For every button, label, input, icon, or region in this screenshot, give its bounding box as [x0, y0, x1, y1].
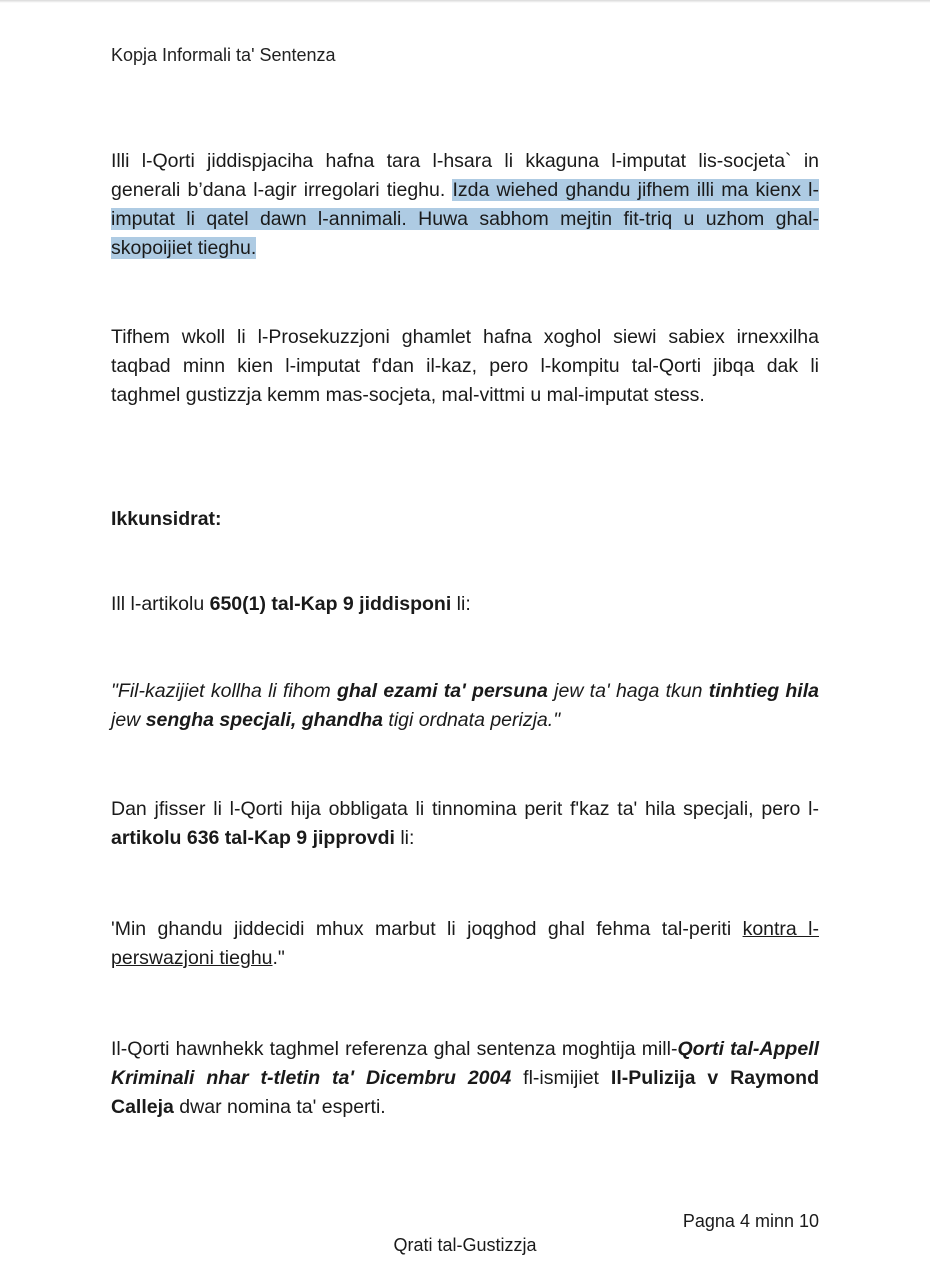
p5-text-1: "Fil-kazijiet kollha li fihom	[111, 680, 337, 702]
p4-bold-reference: 650(1) tal-Kap 9 jiddisponi	[209, 593, 452, 615]
paragraph-1	[111, 147, 819, 263]
p7-underlined: kontra l-perswazjoni tieghu	[111, 918, 819, 969]
p6-text-1: Dan jfisser li l-Qorti hija obbligata li tinnomina perit f'kaz ta' hila specjali, pero l-	[111, 798, 819, 820]
p8-text-2: fl-ismijiet	[511, 1067, 611, 1089]
p5-bold-1: ghal ezami ta' persuna	[336, 680, 548, 702]
paragraph-reference-judgement	[111, 1035, 819, 1122]
paragraph-article-650	[111, 590, 819, 619]
p5-text-4: tigi ordnata perizja."	[383, 709, 561, 731]
section-heading: Ikkunsidrat:	[111, 508, 222, 530]
quote-article-650	[111, 677, 819, 735]
p4-text-2: li:	[451, 593, 471, 615]
p5-text-2: jew ta' haga tkun	[547, 680, 709, 702]
p5-text-3: jew	[111, 709, 146, 731]
page-top-edge	[0, 0, 930, 3]
paragraph-article-636	[111, 795, 819, 853]
selected-text-highlight[interactable]: Izda wiehed ghandu jifhem illi ma kienx l-imputat li qatel dawn l-annimali. Huwa sabhom mejtin fit-triq u uzhom ghal-skopoijiet tieghu.	[111, 179, 819, 259]
paragraph-2: Tifhem wkoll li l-Prosekuzzjoni ghamlet hafna xoghol siewi sabiex irnexxilha taqbad minn kien l-imputat f'dan il-kaz, pero l-kompitu tal-Qorti jibqa dak li taghmel gustizzja kemm mas-socjeta, mal-vittmi u mal-imputat stess.	[111, 326, 819, 406]
document-header: Kopja Informali ta' Sentenza	[111, 45, 336, 65]
p6-text-2: li:	[394, 827, 415, 849]
p5-bold-3: sengha specjali, ghandha	[145, 709, 384, 731]
p7-text-1: 'Min ghandu jiddecidi mhux marbut li joqghod ghal fehma tal-periti	[111, 918, 743, 940]
p7-text-2: ."	[272, 947, 285, 969]
p8-text-3: dwar nomina ta' esperti.	[173, 1096, 386, 1118]
p8-court-citation: Qorti tal-Appell Kriminali nhar t-tletin ta' Dicembru 2004	[111, 1038, 820, 1089]
p8-text-1: Il-Qorti hawnhekk taghmel referenza ghal sentenza moghtija mill-	[111, 1038, 678, 1060]
p6-bold-reference: artikolu 636 tal-Kap 9 jipprovdi	[111, 827, 395, 849]
footer-court-name: Qrati tal-Gustizzja	[393, 1235, 537, 1255]
quote-article-636	[111, 915, 819, 973]
page-number: Pagna 4 minn 10	[682, 1211, 819, 1231]
p5-bold-2: tinhtieg hila	[708, 680, 819, 702]
p4-text-1: Ill l-artikolu	[111, 593, 210, 615]
p8-case-name: Il-Pulizija v Raymond Calleja	[111, 1067, 819, 1118]
paragraph-1-text: Illi l-Qorti jiddispjaciha hafna tara l-hsara li kkaguna l-imputat lis-socjeta` in generali b’dana l-agir irregolari tieghu.	[111, 150, 819, 201]
